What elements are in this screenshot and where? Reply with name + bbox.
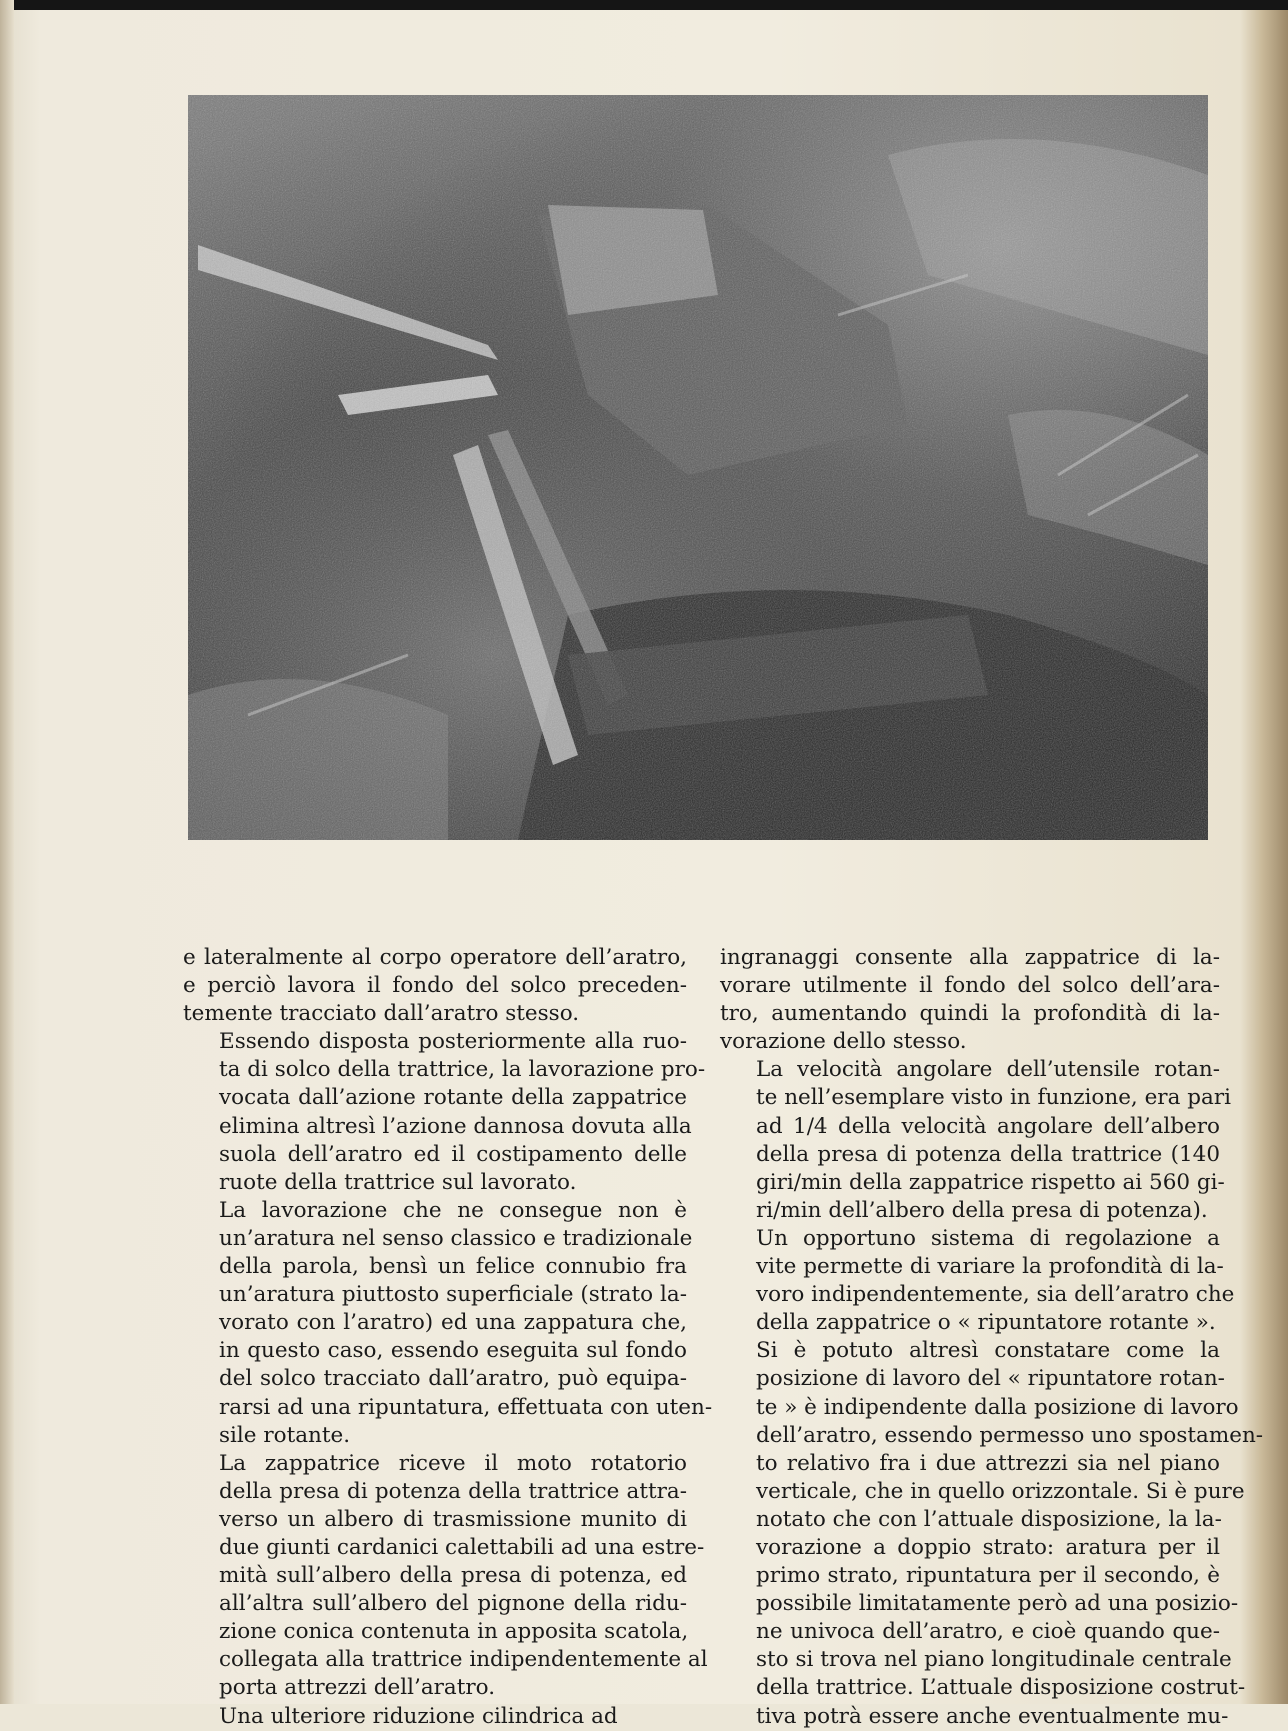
text-line: ri/min dell’albero della presa di potenza).	[756, 1197, 1208, 1223]
text-line: un’aratura nel senso classico e tradizionale	[219, 1225, 693, 1251]
scan-left-edge	[0, 0, 14, 1704]
text-line: mità sull’albero della presa di potenza, ed	[219, 1563, 687, 1589]
text-line: ad 1/4 della velocità angolare dell’albero	[756, 1113, 1220, 1139]
text-line: in questo caso, essendo eseguita sul fondo	[219, 1338, 687, 1364]
text-line: tiva potrà essere anche eventualmente mu-	[756, 1703, 1229, 1729]
text-line: elimina altresì l’azione dannosa dovuta alla	[219, 1113, 692, 1139]
paragraph	[720, 944, 1220, 1056]
text-line: Un opportuno sistema di regolazione a	[756, 1225, 1220, 1251]
paragraph	[183, 944, 687, 1028]
text-line: te » è indipendente dalla posizione di lavoro	[756, 1394, 1239, 1420]
text-line: Essendo disposta posteriormente alla ruo-	[219, 1029, 687, 1055]
text-line: dell’aratro, essendo permesso uno spostamen-	[756, 1422, 1264, 1448]
text-line: vorare utilmente il fondo del solco dell’ara-	[720, 973, 1220, 999]
paragraph	[183, 1450, 708, 1703]
text-line: collegata alla trattrice indipendentemente al	[219, 1647, 708, 1673]
text-line: vorazione dello stesso.	[720, 1029, 967, 1055]
text-line: vite permette di variare la profondità di la-	[756, 1254, 1224, 1280]
text-line: del solco tracciato dall’aratro, può equipa-	[219, 1366, 687, 1392]
text-line: temente tracciato dall’aratro stesso.	[183, 1001, 580, 1027]
text-line: La zappatrice riceve il moto rotatorio	[219, 1450, 687, 1476]
text-line: La velocità angolare dell’utensile rotan-	[756, 1057, 1220, 1083]
text-line: notato che con l’attuale disposizione, la la-	[756, 1506, 1222, 1532]
text-line: della presa di potenza della trattrice (140	[756, 1141, 1220, 1167]
photo-illustration	[188, 95, 1208, 840]
text-column-left	[183, 944, 713, 1731]
text-line: all’altra sull’albero del pignone della ridu-	[219, 1591, 687, 1617]
text-line: della zappatrice o « ripuntatore rotante ».	[756, 1310, 1216, 1336]
text-line: zione conica contenuta in apposita scatola,	[219, 1619, 689, 1645]
text-line: ingranaggi consente alla zappatrice di la-	[720, 945, 1220, 970]
text-line: primo strato, ripuntatura per il secondo, è	[756, 1563, 1220, 1589]
text-line: vocata dall’azione rotante della zappatrice	[219, 1085, 687, 1111]
text-line: Si è potuto altresì constatare come la	[756, 1338, 1220, 1364]
text-line: verticale, che in quello orizzontale. Si è pure	[756, 1478, 1245, 1504]
text-line: e perciò lavora il fondo del solco preceden-	[183, 973, 687, 999]
text-line: ruote della trattrice sul lavorato.	[219, 1169, 577, 1195]
text-line: vorazione a doppio strato: aratura per il	[756, 1534, 1220, 1560]
text-line: possibile limitatamente però ad una posizio-	[756, 1591, 1239, 1617]
text-line: to relativo fra i due attrezzi sia nel piano	[756, 1450, 1220, 1476]
text-line: La lavorazione che ne consegue non è	[219, 1197, 687, 1223]
text-line: giri/min della zappatrice rispetto ai 560 gi-	[756, 1169, 1225, 1195]
text-line: della parola, bensì un felice connubio fra	[219, 1254, 687, 1280]
paragraph	[720, 1056, 1231, 1225]
text-line: ne univoca dell’aratro, e cioè quando que-	[756, 1619, 1220, 1645]
text-line: vorato con l’aratro) ed una zappatura che,	[219, 1310, 687, 1336]
text-line: della presa di potenza della trattrice attra-	[219, 1478, 687, 1504]
photograph-plough-rotary-tiller	[188, 95, 1208, 840]
paragraph	[720, 1225, 1235, 1337]
scan-top-border	[0, 0, 1288, 10]
text-line: della trattrice. L’attuale disposizione costrut-	[756, 1675, 1246, 1701]
text-line: te nell’esemplare visto in funzione, era pari	[756, 1085, 1231, 1111]
text-column-right	[720, 944, 1264, 1731]
text-line: suola dell’aratro ed il costipamento delle	[219, 1141, 687, 1167]
paragraph	[183, 1197, 713, 1450]
paragraph	[183, 1703, 687, 1731]
text-line: rarsi ad una ripuntatura, effettuata con uten-	[219, 1394, 713, 1420]
text-line: voro indipendentemente, sia dell’aratro che	[756, 1282, 1235, 1308]
text-line: tro, aumentando quindi la profondità di la-	[720, 1001, 1220, 1027]
text-line: porta attrezzi dell’aratro.	[219, 1675, 496, 1701]
text-line: sto si trova nel piano longitudinale centrale	[756, 1647, 1232, 1673]
text-line: due giunti cardanici calettabili ad una estre-	[219, 1534, 705, 1560]
text-line: ta di solco della trattrice, la lavorazione pro-	[219, 1057, 706, 1083]
paragraph	[183, 1028, 706, 1197]
text-line: sile rotante.	[219, 1422, 351, 1448]
text-line: Una ulteriore riduzione cilindrica ad	[219, 1703, 618, 1729]
text-line: posizione di lavoro del « ripuntatore rotan-	[756, 1366, 1225, 1392]
text-line: verso un albero di trasmissione munito di	[219, 1506, 687, 1532]
text-line: un’aratura piuttosto superficiale (strato la-	[219, 1282, 687, 1308]
text-line: e lateralmente al corpo operatore dell’aratro,	[183, 945, 687, 970]
paragraph	[720, 1337, 1264, 1730]
